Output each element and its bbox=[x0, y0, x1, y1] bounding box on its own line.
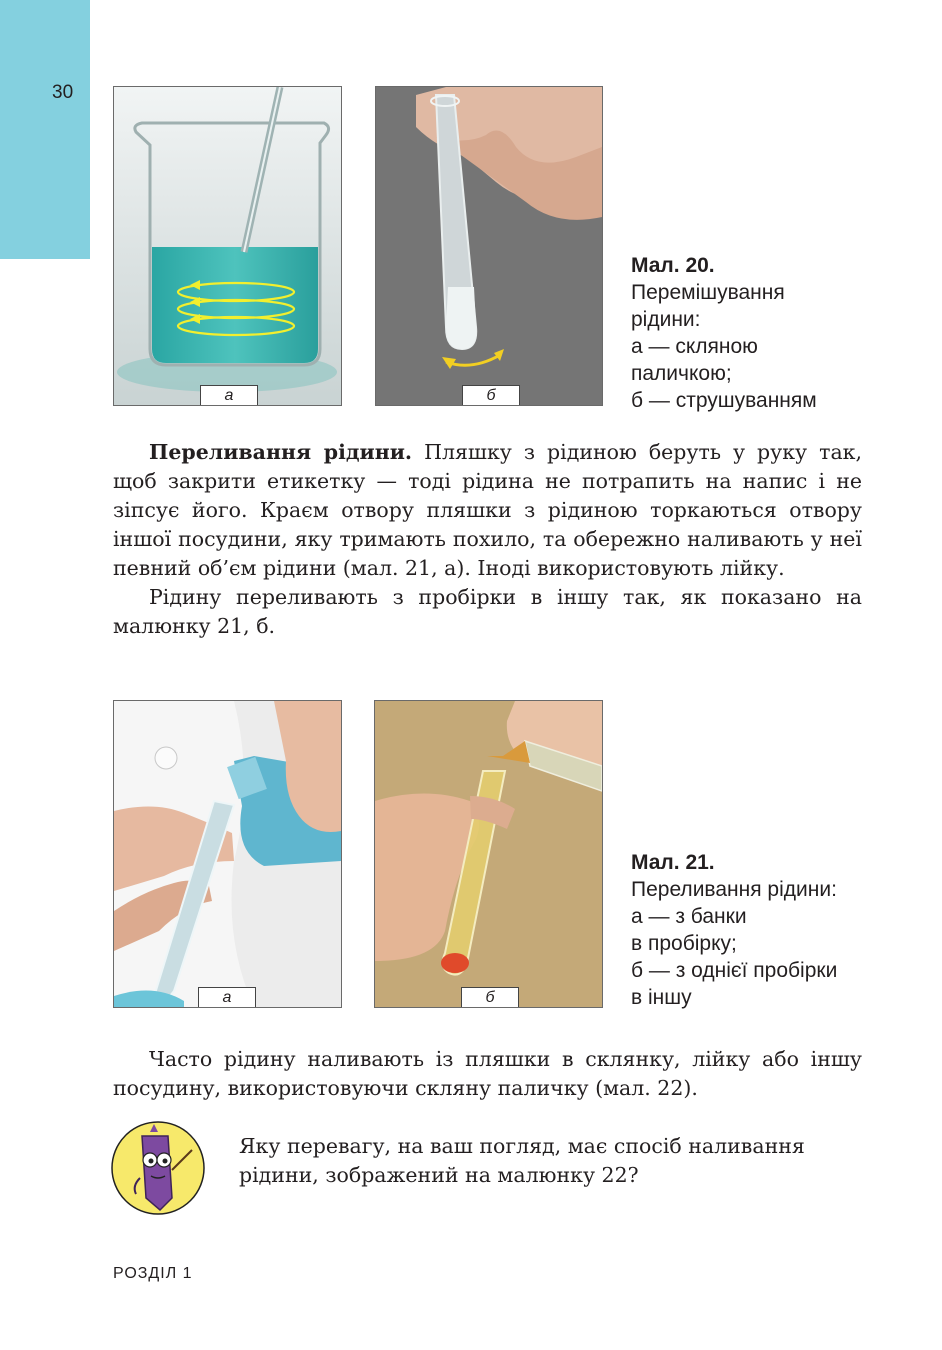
figure-20a-label: а bbox=[200, 385, 258, 406]
figure-21-caption-line: в пробірку; bbox=[631, 932, 737, 955]
figure-21-caption bbox=[631, 849, 891, 1011]
figure-20-caption-line: паличкою; bbox=[631, 362, 732, 385]
section-color-tab bbox=[0, 0, 90, 259]
paragraph-pouring-body: Пляшку з рідиною беруть у руку так, щоб закрити етикетку — тоді рідина не потрапить на напис і не зіпсує його. Краєм отвору пляшки з рідиною торкаються отвору іншої посудини, яку тримають похило, та обережно наливають у неї певний об’єм рідини (мал. 21, а). Іноді використовують лійку. bbox=[113, 440, 862, 580]
figure-21-caption-line: б — з однієї пробірки bbox=[631, 959, 838, 982]
figure-21a-label: а bbox=[198, 987, 256, 1008]
figure-20b-test-tube-photo bbox=[375, 86, 603, 406]
figure-20a-beaker-photo bbox=[113, 86, 342, 406]
paragraph-glass-rod: Часто рідину наливають із пляшки в склянку, лійку або іншу посудину, використовуючи скляну паличку (мал. 22). bbox=[113, 1047, 862, 1100]
paragraph-pouring bbox=[113, 438, 862, 583]
figure-21b-two-tubes-photo bbox=[374, 700, 603, 1008]
main-text-block bbox=[113, 438, 862, 641]
figure-20-caption-title: Мал. 20. bbox=[631, 254, 715, 277]
paragraph-test-tube: Рідину переливають з пробірки в іншу так, як показано на малюнку 21, б. bbox=[113, 585, 862, 638]
figure-21a-bottle-photo bbox=[113, 700, 342, 1008]
page-number: 30 bbox=[52, 82, 74, 103]
question-line-2: рідини, зображений на малюнку 22? bbox=[239, 1163, 639, 1187]
paragraph-pouring-heading: Переливання рідини. bbox=[149, 440, 413, 464]
figure-20-caption-line: рідини: bbox=[631, 308, 701, 331]
figure-21-caption-line: в іншу bbox=[631, 986, 692, 1009]
figure-21-caption-line: а — з банки bbox=[631, 905, 747, 928]
figure-20-caption-line: б — струшуванням bbox=[631, 389, 817, 412]
thinking-pencil-mascot-icon bbox=[110, 1120, 206, 1221]
figure-20b-label: б bbox=[462, 385, 520, 406]
question-line-1: Яку перевагу, на ваш погляд, має спосіб наливання bbox=[239, 1134, 805, 1158]
figure-20-caption bbox=[631, 252, 871, 414]
figure-20-caption-line: а — скляною bbox=[631, 335, 758, 358]
figure-21-caption-title: Мал. 21. bbox=[631, 851, 715, 874]
section-footer: РОЗДІЛ 1 bbox=[113, 1265, 193, 1282]
figure-20-caption-line: Перемішування bbox=[631, 281, 785, 304]
glass-rod-text-block bbox=[113, 1045, 862, 1103]
figure-21-caption-line: Переливання рідини: bbox=[631, 878, 837, 901]
figure-21b-label: б bbox=[461, 987, 519, 1008]
question-text bbox=[239, 1132, 879, 1190]
